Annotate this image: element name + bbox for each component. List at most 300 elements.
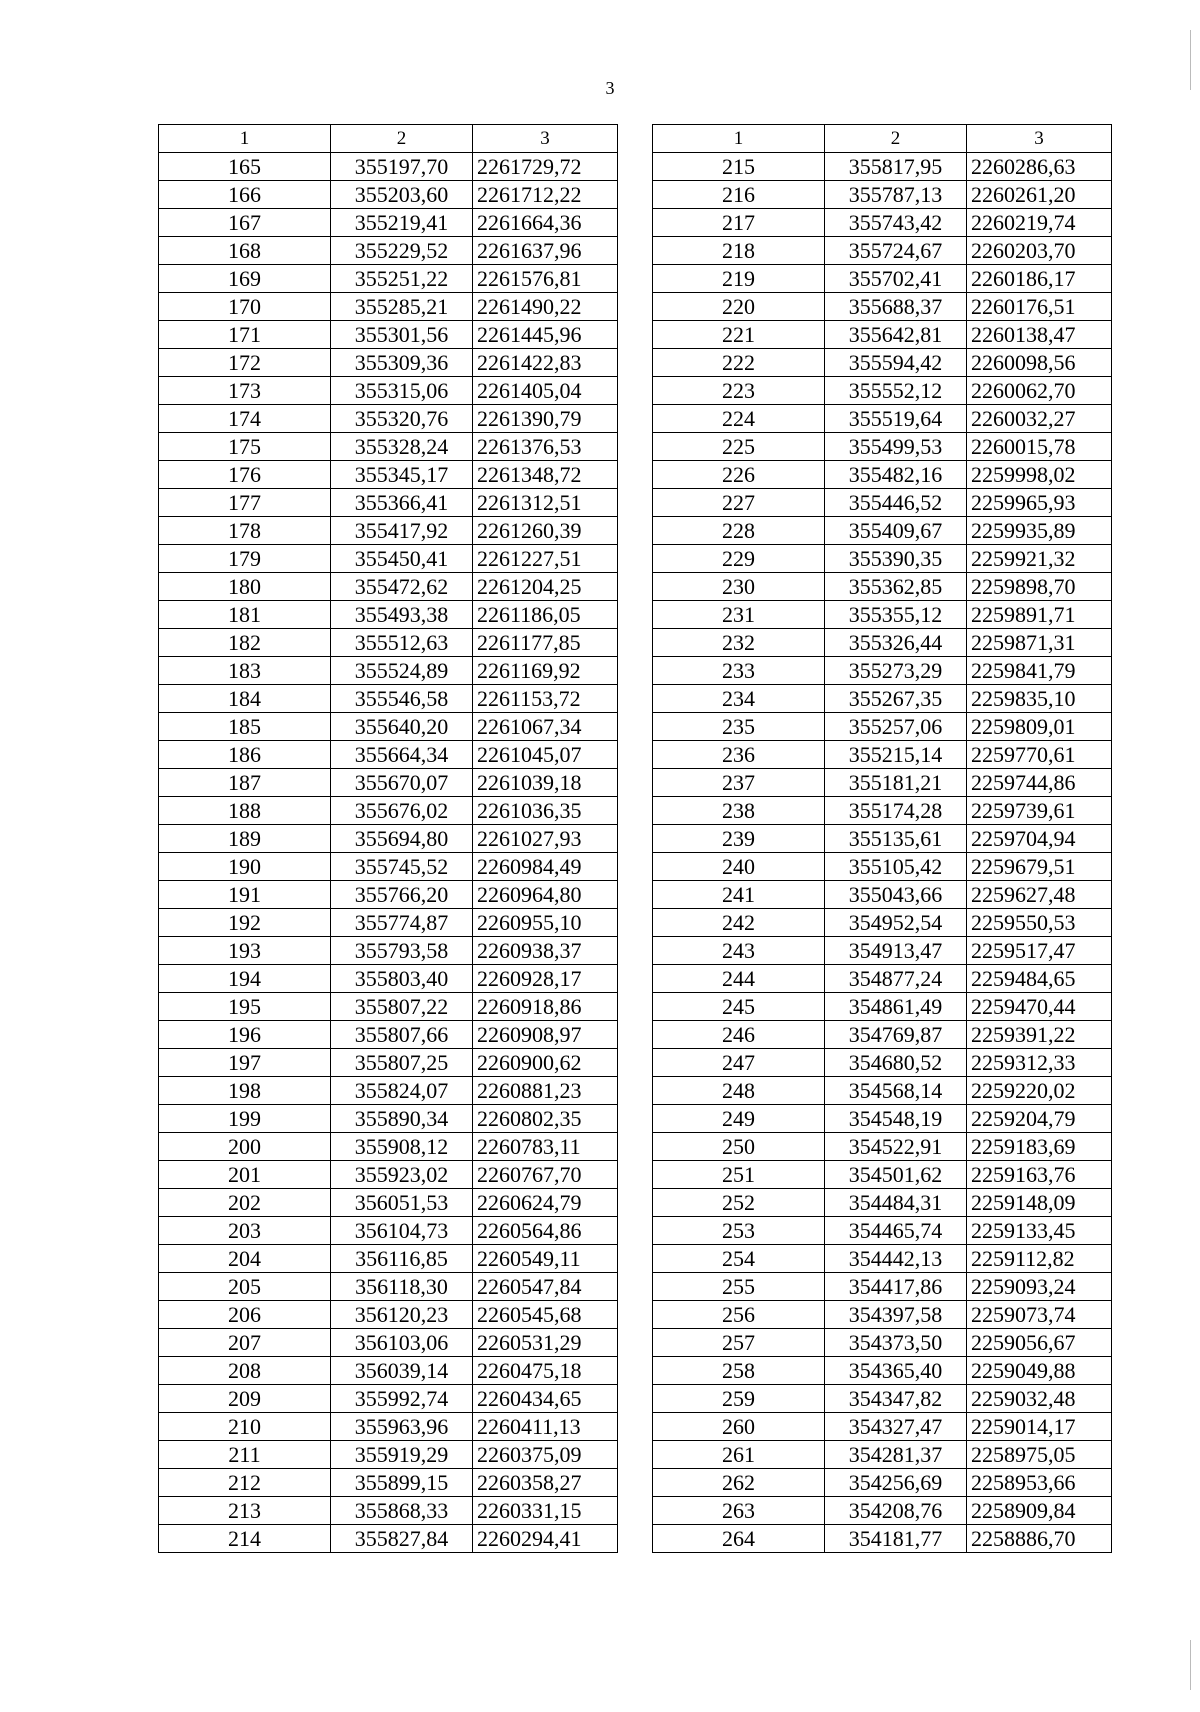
coordinates-table-right (652, 124, 1112, 1553)
y-coordinate-cell: 2258953,66 (967, 1469, 1112, 1497)
table-header-row (653, 125, 1112, 153)
x-coordinate-cell: 354548,19 (825, 1105, 967, 1133)
x-coordinate-cell: 355417,92 (331, 517, 473, 545)
x-coordinate-cell: 355676,02 (331, 797, 473, 825)
point-number-cell: 249 (653, 1105, 825, 1133)
table-row (653, 265, 1112, 293)
point-number-cell: 212 (159, 1469, 331, 1497)
table-row (159, 1497, 618, 1525)
y-coordinate-cell: 2261348,72 (473, 461, 618, 489)
y-coordinate-cell: 2261260,39 (473, 517, 618, 545)
table-row (159, 1217, 618, 1245)
x-coordinate-cell: 355273,29 (825, 657, 967, 685)
y-coordinate-cell: 2259056,67 (967, 1329, 1112, 1357)
table-row (159, 909, 618, 937)
y-coordinate-cell: 2260545,68 (473, 1301, 618, 1329)
y-coordinate-cell: 2260984,49 (473, 853, 618, 881)
x-coordinate-cell: 356103,06 (331, 1329, 473, 1357)
x-coordinate-cell: 355923,02 (331, 1161, 473, 1189)
point-number-cell: 196 (159, 1021, 331, 1049)
x-coordinate-cell: 355702,41 (825, 265, 967, 293)
point-number-cell: 199 (159, 1105, 331, 1133)
y-coordinate-cell: 2259739,61 (967, 797, 1112, 825)
point-number-cell: 188 (159, 797, 331, 825)
table-row (159, 321, 618, 349)
table-row (653, 1077, 1112, 1105)
y-coordinate-cell: 2260549,11 (473, 1245, 618, 1273)
y-coordinate-cell: 2260928,17 (473, 965, 618, 993)
table-row (159, 1105, 618, 1133)
y-coordinate-cell: 2260032,27 (967, 405, 1112, 433)
x-coordinate-cell: 355807,25 (331, 1049, 473, 1077)
table-row (653, 909, 1112, 937)
y-coordinate-cell: 2260015,78 (967, 433, 1112, 461)
y-coordinate-cell: 2260434,65 (473, 1385, 618, 1413)
point-number-cell: 216 (653, 181, 825, 209)
point-number-cell: 264 (653, 1525, 825, 1553)
y-coordinate-cell: 2260531,29 (473, 1329, 618, 1357)
x-coordinate-cell: 355787,13 (825, 181, 967, 209)
point-number-cell: 261 (653, 1441, 825, 1469)
point-number-cell: 187 (159, 769, 331, 797)
table-row (159, 517, 618, 545)
x-coordinate-cell: 355251,22 (331, 265, 473, 293)
scan-edge-mark (1190, 30, 1191, 90)
point-number-cell: 226 (653, 461, 825, 489)
column-header-1: 1 (159, 125, 331, 153)
x-coordinate-cell: 355919,29 (331, 1441, 473, 1469)
table-row (653, 517, 1112, 545)
y-coordinate-cell: 2260138,47 (967, 321, 1112, 349)
table-row (159, 545, 618, 573)
y-coordinate-cell: 2259112,82 (967, 1245, 1112, 1273)
point-number-cell: 237 (653, 769, 825, 797)
table-row (653, 965, 1112, 993)
table-row (653, 853, 1112, 881)
y-coordinate-cell: 2261637,96 (473, 237, 618, 265)
point-number-cell: 178 (159, 517, 331, 545)
point-number-cell: 185 (159, 713, 331, 741)
table-row (159, 573, 618, 601)
y-coordinate-cell: 2260564,86 (473, 1217, 618, 1245)
point-number-cell: 242 (653, 909, 825, 937)
y-coordinate-cell: 2259871,31 (967, 629, 1112, 657)
table-row (653, 1049, 1112, 1077)
table-row (653, 825, 1112, 853)
x-coordinate-cell: 354522,91 (825, 1133, 967, 1161)
x-coordinate-cell: 355745,52 (331, 853, 473, 881)
point-number-cell: 239 (653, 825, 825, 853)
table-row (653, 881, 1112, 909)
y-coordinate-cell: 2259898,70 (967, 573, 1112, 601)
point-number-cell: 252 (653, 1189, 825, 1217)
table-row (159, 293, 618, 321)
x-coordinate-cell: 355664,34 (331, 741, 473, 769)
table-row (653, 489, 1112, 517)
x-coordinate-cell: 356039,14 (331, 1357, 473, 1385)
table-row (159, 1301, 618, 1329)
table-row (653, 1273, 1112, 1301)
point-number-cell: 260 (653, 1413, 825, 1441)
y-coordinate-cell: 2259998,02 (967, 461, 1112, 489)
y-coordinate-cell: 2260098,56 (967, 349, 1112, 377)
y-coordinate-cell: 2260375,09 (473, 1441, 618, 1469)
x-coordinate-cell: 356116,85 (331, 1245, 473, 1273)
y-coordinate-cell: 2259470,44 (967, 993, 1112, 1021)
point-number-cell: 221 (653, 321, 825, 349)
table-row (159, 657, 618, 685)
point-number-cell: 251 (653, 1161, 825, 1189)
y-coordinate-cell: 2259809,01 (967, 713, 1112, 741)
table-row (653, 237, 1112, 265)
point-number-cell: 247 (653, 1049, 825, 1077)
point-number-cell: 183 (159, 657, 331, 685)
x-coordinate-cell: 355446,52 (825, 489, 967, 517)
x-coordinate-cell: 355301,56 (331, 321, 473, 349)
y-coordinate-cell: 2259627,48 (967, 881, 1112, 909)
table-row (159, 349, 618, 377)
x-coordinate-cell: 355824,07 (331, 1077, 473, 1105)
table-row (653, 209, 1112, 237)
table-row (159, 825, 618, 853)
point-number-cell: 209 (159, 1385, 331, 1413)
table-row (653, 657, 1112, 685)
point-number-cell: 255 (653, 1273, 825, 1301)
table-row (653, 769, 1112, 797)
table-row (653, 741, 1112, 769)
x-coordinate-cell: 355105,42 (825, 853, 967, 881)
x-coordinate-cell: 355409,67 (825, 517, 967, 545)
x-coordinate-cell: 355774,87 (331, 909, 473, 937)
x-coordinate-cell: 355345,17 (331, 461, 473, 489)
y-coordinate-cell: 2259704,94 (967, 825, 1112, 853)
x-coordinate-cell: 355315,06 (331, 377, 473, 405)
x-coordinate-cell: 355390,35 (825, 545, 967, 573)
y-coordinate-cell: 2258886,70 (967, 1525, 1112, 1553)
table-row (653, 321, 1112, 349)
x-coordinate-cell: 355908,12 (331, 1133, 473, 1161)
table-row (653, 1469, 1112, 1497)
table-row (653, 1525, 1112, 1553)
table-row (653, 601, 1112, 629)
y-coordinate-cell: 2260062,70 (967, 377, 1112, 405)
table-row (653, 1413, 1112, 1441)
point-number-cell: 177 (159, 489, 331, 517)
y-coordinate-cell: 2259312,33 (967, 1049, 1112, 1077)
x-coordinate-cell: 354465,74 (825, 1217, 967, 1245)
x-coordinate-cell: 355519,64 (825, 405, 967, 433)
y-coordinate-cell: 2260938,37 (473, 937, 618, 965)
y-coordinate-cell: 2259220,02 (967, 1077, 1112, 1105)
page-number: 3 (605, 78, 615, 98)
y-coordinate-cell: 2260294,41 (473, 1525, 618, 1553)
table-row (159, 1385, 618, 1413)
table-row (159, 713, 618, 741)
point-number-cell: 168 (159, 237, 331, 265)
point-number-cell: 214 (159, 1525, 331, 1553)
table-row (159, 937, 618, 965)
table-row (159, 1413, 618, 1441)
column-header-2: 2 (825, 125, 967, 153)
point-number-cell: 256 (653, 1301, 825, 1329)
x-coordinate-cell: 355203,60 (331, 181, 473, 209)
point-number-cell: 204 (159, 1245, 331, 1273)
table-row (159, 881, 618, 909)
y-coordinate-cell: 2261204,25 (473, 573, 618, 601)
y-coordinate-cell: 2261036,35 (473, 797, 618, 825)
x-coordinate-cell: 355215,14 (825, 741, 967, 769)
point-number-cell: 198 (159, 1077, 331, 1105)
point-number-cell: 257 (653, 1329, 825, 1357)
y-coordinate-cell: 2260802,35 (473, 1105, 618, 1133)
table-row (159, 433, 618, 461)
point-number-cell: 203 (159, 1217, 331, 1245)
y-coordinate-cell: 2261422,83 (473, 349, 618, 377)
y-coordinate-cell: 2261039,18 (473, 769, 618, 797)
table-row (653, 1301, 1112, 1329)
y-coordinate-cell: 2261576,81 (473, 265, 618, 293)
x-coordinate-cell: 354256,69 (825, 1469, 967, 1497)
y-coordinate-cell: 2261490,22 (473, 293, 618, 321)
point-number-cell: 169 (159, 265, 331, 293)
x-coordinate-cell: 355807,66 (331, 1021, 473, 1049)
y-coordinate-cell: 2261729,72 (473, 153, 618, 181)
table-row (159, 769, 618, 797)
point-number-cell: 225 (653, 433, 825, 461)
x-coordinate-cell: 354181,77 (825, 1525, 967, 1553)
y-coordinate-cell: 2260475,18 (473, 1357, 618, 1385)
table-row (653, 181, 1112, 209)
x-coordinate-cell: 355482,16 (825, 461, 967, 489)
x-coordinate-cell: 355868,33 (331, 1497, 473, 1525)
y-coordinate-cell: 2259484,65 (967, 965, 1112, 993)
point-number-cell: 191 (159, 881, 331, 909)
point-number-cell: 192 (159, 909, 331, 937)
x-coordinate-cell: 355694,80 (331, 825, 473, 853)
y-coordinate-cell: 2259032,48 (967, 1385, 1112, 1413)
y-coordinate-cell: 2261445,96 (473, 321, 618, 349)
table-row (159, 1525, 618, 1553)
point-number-cell: 167 (159, 209, 331, 237)
point-number-cell: 180 (159, 573, 331, 601)
x-coordinate-cell: 355493,38 (331, 601, 473, 629)
y-coordinate-cell: 2261664,36 (473, 209, 618, 237)
y-coordinate-cell: 2259093,24 (967, 1273, 1112, 1301)
table-row (159, 153, 618, 181)
point-number-cell: 222 (653, 349, 825, 377)
point-number-cell: 176 (159, 461, 331, 489)
y-coordinate-cell: 2259163,76 (967, 1161, 1112, 1189)
y-coordinate-cell: 2260219,74 (967, 209, 1112, 237)
x-coordinate-cell: 355512,63 (331, 629, 473, 657)
y-coordinate-cell: 2261186,05 (473, 601, 618, 629)
table-row (653, 937, 1112, 965)
point-number-cell: 170 (159, 293, 331, 321)
point-number-cell: 245 (653, 993, 825, 1021)
y-coordinate-cell: 2261390,79 (473, 405, 618, 433)
table-row (653, 293, 1112, 321)
table-row (159, 1161, 618, 1189)
table-row (159, 601, 618, 629)
table-row (653, 153, 1112, 181)
y-coordinate-cell: 2260767,70 (473, 1161, 618, 1189)
point-number-cell: 166 (159, 181, 331, 209)
y-coordinate-cell: 2259391,22 (967, 1021, 1112, 1049)
point-number-cell: 236 (653, 741, 825, 769)
point-number-cell: 263 (653, 1497, 825, 1525)
table-row (159, 1077, 618, 1105)
point-number-cell: 182 (159, 629, 331, 657)
x-coordinate-cell: 355366,41 (331, 489, 473, 517)
y-coordinate-cell: 2260411,13 (473, 1413, 618, 1441)
y-coordinate-cell: 2259550,53 (967, 909, 1112, 937)
x-coordinate-cell: 355642,81 (825, 321, 967, 349)
point-number-cell: 174 (159, 405, 331, 433)
point-number-cell: 224 (653, 405, 825, 433)
table-row (159, 489, 618, 517)
y-coordinate-cell: 2261153,72 (473, 685, 618, 713)
x-coordinate-cell: 355472,62 (331, 573, 473, 601)
y-coordinate-cell: 2261177,85 (473, 629, 618, 657)
y-coordinate-cell: 2260881,23 (473, 1077, 618, 1105)
y-coordinate-cell: 2259965,93 (967, 489, 1112, 517)
x-coordinate-cell: 355267,35 (825, 685, 967, 713)
x-coordinate-cell: 354373,50 (825, 1329, 967, 1357)
point-number-cell: 258 (653, 1357, 825, 1385)
x-coordinate-cell: 356120,23 (331, 1301, 473, 1329)
x-coordinate-cell: 355724,67 (825, 237, 967, 265)
y-coordinate-cell: 2260261,20 (967, 181, 1112, 209)
point-number-cell: 219 (653, 265, 825, 293)
x-coordinate-cell: 355743,42 (825, 209, 967, 237)
y-coordinate-cell: 2259517,47 (967, 937, 1112, 965)
point-number-cell: 234 (653, 685, 825, 713)
x-coordinate-cell: 354281,37 (825, 1441, 967, 1469)
point-number-cell: 232 (653, 629, 825, 657)
point-number-cell: 227 (653, 489, 825, 517)
point-number-cell: 184 (159, 685, 331, 713)
point-number-cell: 195 (159, 993, 331, 1021)
y-coordinate-cell: 2260908,97 (473, 1021, 618, 1049)
y-coordinate-cell: 2261405,04 (473, 377, 618, 405)
point-number-cell: 217 (653, 209, 825, 237)
point-number-cell: 173 (159, 377, 331, 405)
table-row (159, 1357, 618, 1385)
y-coordinate-cell: 2261169,92 (473, 657, 618, 685)
point-number-cell: 193 (159, 937, 331, 965)
column-header-2: 2 (331, 125, 473, 153)
point-number-cell: 189 (159, 825, 331, 853)
table-row (653, 797, 1112, 825)
x-coordinate-cell: 354568,14 (825, 1077, 967, 1105)
table-row (653, 573, 1112, 601)
x-coordinate-cell: 355135,61 (825, 825, 967, 853)
table-row (159, 377, 618, 405)
y-coordinate-cell: 2260918,86 (473, 993, 618, 1021)
table-row (159, 461, 618, 489)
y-coordinate-cell: 2259679,51 (967, 853, 1112, 881)
x-coordinate-cell: 355594,42 (825, 349, 967, 377)
table-row (159, 1273, 618, 1301)
table-row (653, 1189, 1112, 1217)
y-coordinate-cell: 2259049,88 (967, 1357, 1112, 1385)
point-number-cell: 244 (653, 965, 825, 993)
column-header-3: 3 (473, 125, 618, 153)
table-row (653, 1329, 1112, 1357)
y-coordinate-cell: 2261045,07 (473, 741, 618, 769)
y-coordinate-cell: 2260286,63 (967, 153, 1112, 181)
point-number-cell: 165 (159, 153, 331, 181)
y-coordinate-cell: 2260358,27 (473, 1469, 618, 1497)
y-coordinate-cell: 2259835,10 (967, 685, 1112, 713)
point-number-cell: 201 (159, 1161, 331, 1189)
point-number-cell: 240 (653, 853, 825, 881)
point-number-cell: 194 (159, 965, 331, 993)
y-coordinate-cell: 2259770,61 (967, 741, 1112, 769)
table-row (653, 1021, 1112, 1049)
y-coordinate-cell: 2261712,22 (473, 181, 618, 209)
table-row (653, 1217, 1112, 1245)
x-coordinate-cell: 354680,52 (825, 1049, 967, 1077)
x-coordinate-cell: 355827,84 (331, 1525, 473, 1553)
x-coordinate-cell: 354347,82 (825, 1385, 967, 1413)
point-number-cell: 171 (159, 321, 331, 349)
table-row (653, 405, 1112, 433)
point-number-cell: 208 (159, 1357, 331, 1385)
table-row (159, 797, 618, 825)
table-row (159, 853, 618, 881)
table-row (653, 349, 1112, 377)
x-coordinate-cell: 355362,85 (825, 573, 967, 601)
x-coordinate-cell: 355181,21 (825, 769, 967, 797)
x-coordinate-cell: 355793,58 (331, 937, 473, 965)
table-row (159, 1469, 618, 1497)
y-coordinate-cell: 2259935,89 (967, 517, 1112, 545)
point-number-cell: 246 (653, 1021, 825, 1049)
x-coordinate-cell: 355992,74 (331, 1385, 473, 1413)
point-number-cell: 175 (159, 433, 331, 461)
y-coordinate-cell: 2260955,10 (473, 909, 618, 937)
point-number-cell: 206 (159, 1301, 331, 1329)
table-row (159, 265, 618, 293)
x-coordinate-cell: 354952,54 (825, 909, 967, 937)
coordinates-table-left (158, 124, 618, 1553)
y-coordinate-cell: 2259891,71 (967, 601, 1112, 629)
y-coordinate-cell: 2260186,17 (967, 265, 1112, 293)
x-coordinate-cell: 355899,15 (331, 1469, 473, 1497)
x-coordinate-cell: 356104,73 (331, 1217, 473, 1245)
x-coordinate-cell: 355320,76 (331, 405, 473, 433)
x-coordinate-cell: 355890,34 (331, 1105, 473, 1133)
x-coordinate-cell: 355552,12 (825, 377, 967, 405)
table-row (653, 1133, 1112, 1161)
point-number-cell: 262 (653, 1469, 825, 1497)
y-coordinate-cell: 2259204,79 (967, 1105, 1112, 1133)
y-coordinate-cell: 2259014,17 (967, 1413, 1112, 1441)
table-row (653, 993, 1112, 1021)
x-coordinate-cell: 355670,07 (331, 769, 473, 797)
x-coordinate-cell: 355328,24 (331, 433, 473, 461)
point-number-cell: 207 (159, 1329, 331, 1357)
y-coordinate-cell: 2260624,79 (473, 1189, 618, 1217)
column-header-1: 1 (653, 125, 825, 153)
y-coordinate-cell: 2259073,74 (967, 1301, 1112, 1329)
x-coordinate-cell: 354861,49 (825, 993, 967, 1021)
x-coordinate-cell: 354913,47 (825, 937, 967, 965)
x-coordinate-cell: 355174,28 (825, 797, 967, 825)
point-number-cell: 218 (653, 237, 825, 265)
table-row (159, 1189, 618, 1217)
